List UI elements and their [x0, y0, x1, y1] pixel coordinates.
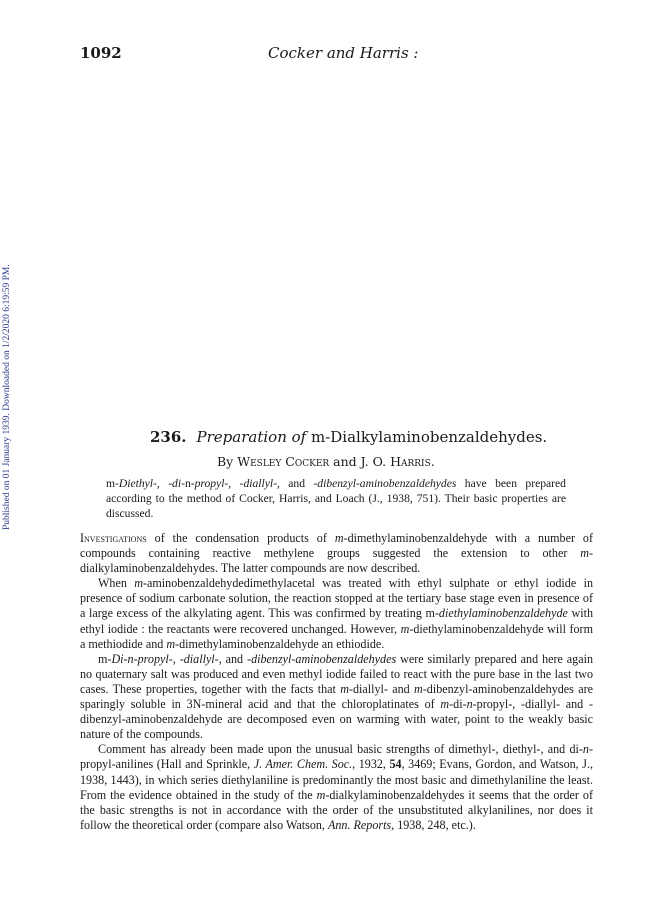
text-span: -dialkylaminobenzaldehydes. The latter compounds are now described. — [80, 546, 593, 576]
title-text-roman: m-Dialkylaminobenzaldehydes. — [310, 428, 548, 446]
italic-span: m — [400, 621, 410, 636]
italic-span: m — [134, 576, 143, 591]
italic-span: Ann. Reports — [327, 817, 392, 832]
text-span: -dimethylaminobenzaldehyde an ethiodide. — [175, 636, 385, 651]
italic-span: -propyl-, -diallyl-, — [190, 477, 280, 490]
text-span: m- — [106, 477, 119, 490]
download-watermark-text: Published on 01 January 1939. Downloaded on 1/2/2020 6:19:59 PM. — [2, 264, 12, 530]
italic-span: Diethyl-, -di- — [118, 477, 185, 490]
article-title — [150, 428, 547, 446]
italic-span: m — [340, 681, 349, 696]
text-span: , 1932, — [352, 757, 390, 772]
italic-span: diethylaminobenzaldehyde — [438, 606, 568, 621]
text-span: n — [184, 477, 191, 490]
text-span: were similarly prepared and here again no quaternary salt was produced and even methyl iodide failed to react with the pure base in the last two cases. These properties, together with the facts that — [80, 651, 593, 696]
volume-number: 54 — [389, 757, 402, 772]
text-span: -propyl-, -diallyl- and -dibenzyl-aminobenzaldehyde are decomposed even on warming with water, point to the weakly basic nature of the compounds. — [80, 697, 593, 742]
title-text: Preparation of — [196, 428, 311, 446]
italic-span: m — [316, 787, 326, 802]
italic-span: -dibenzyl-aminobenzaldehydes — [247, 651, 397, 666]
text-span: m- — [98, 651, 112, 666]
text-span: and — [221, 651, 248, 666]
text-span: -di- — [449, 697, 467, 712]
italic-span: m — [580, 546, 589, 561]
running-head: Cocker and Harris : — [268, 44, 419, 62]
paragraph — [80, 576, 593, 651]
text-span: , 3469; Evans, Gordon, and Watson, J., 1938, 1443), in which series diethylaniline is predominantly the most basic and dimethylaniline the least. From the evidence obtained in the study of the — [80, 757, 593, 802]
author-1: Wesley Cocker — [237, 454, 330, 469]
text-span: and — [279, 477, 314, 490]
text-span: -dibenzyl-aminobenzaldehydes are sparingly soluble in 3N-mineral acid and that the chloroplatinates of — [80, 681, 593, 712]
paragraph — [80, 531, 593, 576]
byline-and: and — [329, 454, 361, 469]
italic-span: Di-n-propyl-, -diallyl-, — [111, 651, 222, 666]
italic-span: m — [334, 531, 344, 545]
italic-span: n — [582, 742, 589, 757]
text-span: have been prepared according to the method of Cocker, Harris, and Loach (J., 1938, 751). Their basic properties are discussed. — [106, 477, 566, 520]
byline-by: By — [217, 454, 238, 469]
text-span: When — [98, 576, 135, 591]
author-2: J. O. Harris. — [360, 454, 435, 469]
text-span: -dialkylaminobenzaldehydes it seems that the order of the basic strengths is not in accordance with the order of the unsubstituted alkylanilines, nor does it follow the theoretical order (compare also Watson, — [80, 787, 593, 832]
text-span: with ethyl iodide : the reactants were recovered unchanged. However, — [80, 606, 594, 636]
text-span: -aminobenzaldehydedimethylacetal was treated with ethyl sulphate or ethyl iodide in presence of sodium carbonate solution, the reaction stopped at the tertiary base stage even in presence of a large excess of the alkylating agent. This was confirmed by treating m- — [80, 576, 593, 621]
download-watermark — [2, 220, 16, 540]
article-number: 236. — [150, 428, 187, 446]
byline — [217, 454, 435, 469]
paragraph — [80, 652, 593, 743]
text-span: -dimethylaminobenzaldehyde with a number of compounds containing reactive methylene groups suggested the extension to other — [80, 531, 593, 561]
italic-span: n — [466, 697, 473, 712]
text-span: , 1938, 248, etc.). — [391, 817, 476, 832]
italic-span: m — [166, 636, 176, 651]
italic-span: -dibenzyl-aminobenzaldehydes — [313, 477, 457, 490]
abstract — [106, 476, 566, 521]
italic-span: m — [440, 697, 450, 712]
text-span: Comment has already been made upon the unusual basic strengths of dimethyl-, diethyl-, and di- — [98, 742, 583, 757]
italic-span: m — [414, 681, 423, 696]
italic-span: J. Amer. Chem. Soc. — [253, 757, 353, 772]
lead-in: Investigations — [80, 531, 147, 545]
article-body — [80, 531, 593, 833]
page-number: 1092 — [80, 44, 122, 62]
text-span: -diallyl- and — [348, 681, 415, 696]
text-span: -propyl-anilines (Hall and Sprinkle, — [80, 742, 593, 772]
text-span: of the condensation products of — [146, 531, 335, 545]
text-span: -diethylaminobenzaldehyde will form a methiodide and — [80, 621, 593, 651]
paragraph — [80, 742, 593, 833]
